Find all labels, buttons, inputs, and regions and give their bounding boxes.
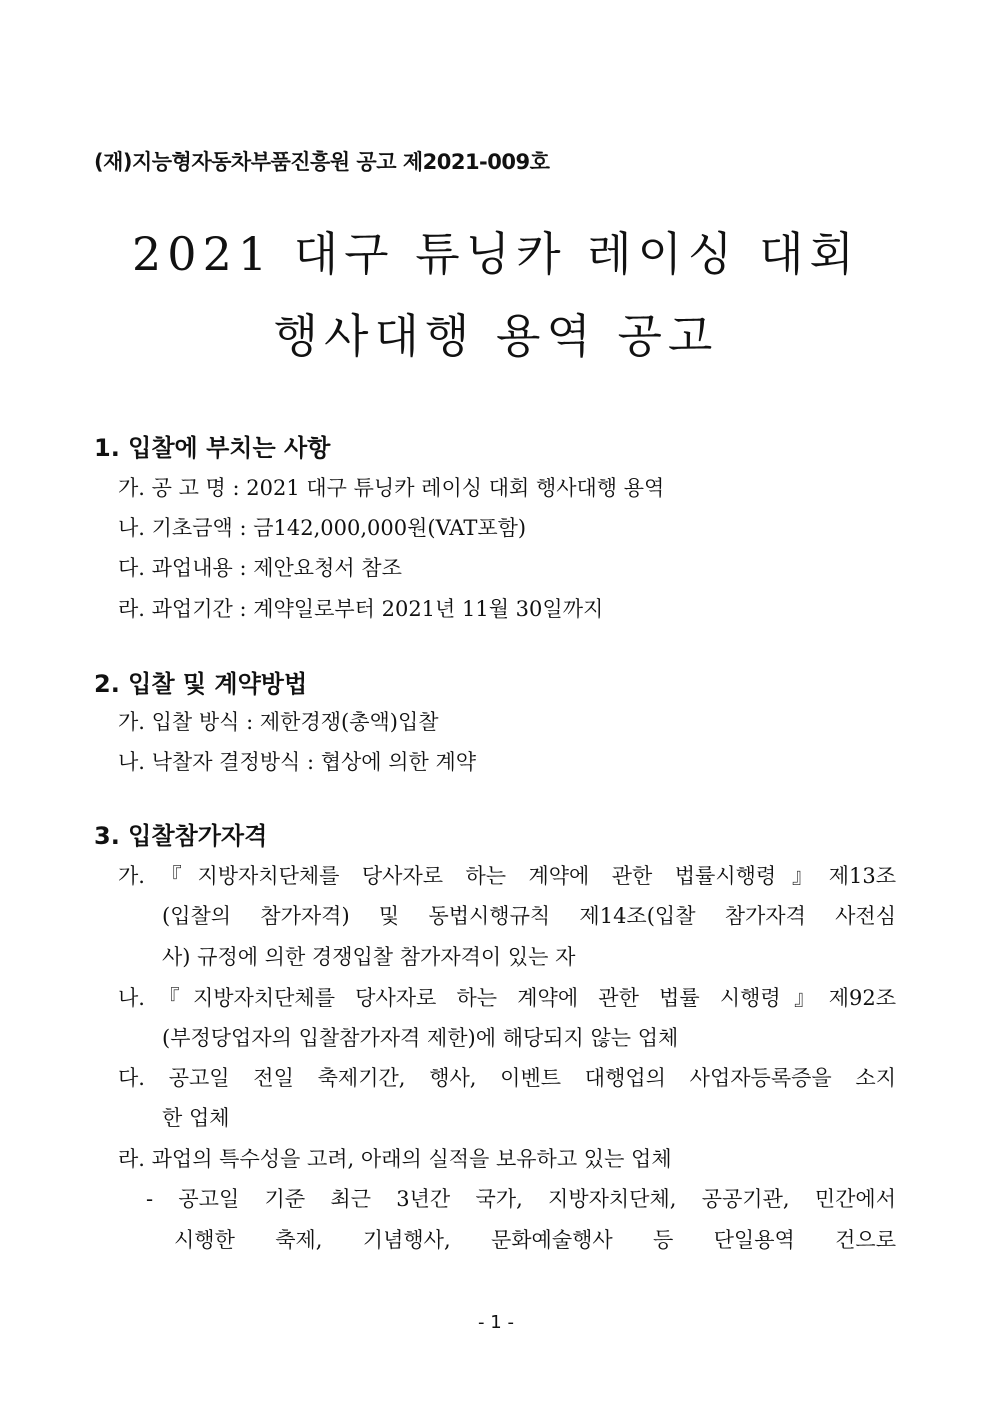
section-1-item-na: 나. 기초금액 : 금142,000,000원(VAT포함) — [118, 516, 527, 540]
section-3-sub-item-line1: - 공고일 기준 최근 3년간 국가, 지방자치단체, 공공기관, 민간에서 — [146, 1187, 896, 1211]
section-3-item-da-line2: 한 업체 — [162, 1106, 230, 1130]
page-number: - 1 - — [478, 1312, 514, 1333]
section-3-item-ga-line1: 가.『지방자치단체를 당사자로 하는 계약에 관한 법률시행령』제13조 — [118, 864, 896, 888]
section-1-item-ra: 라. 과업기간 : 계약일로부터 2021년 11월 30일까지 — [118, 597, 604, 621]
section-1-item-da: 다. 과업내용 : 제안요청서 참조 — [118, 556, 402, 580]
section-3-item-ra-line1: 라. 과업의 특수성을 고려, 아래의 실적을 보유하고 있는 업체 — [118, 1147, 672, 1171]
document-title-line1: 2021 대구 튜닝카 레이싱 대회 — [132, 227, 860, 281]
section-3-item-da-line1: 다. 공고일 전일 축제기간, 행사, 이벤트 대행업의 사업자등록증을 소지 — [118, 1066, 896, 1090]
section-3-item-ga-line2: (입찰의 참가자격) 및 동법시행규칙 제14조(입찰 참가자격 사전심 — [162, 904, 896, 928]
section-2-heading: 2. 입찰 및 계약방법 — [94, 670, 308, 698]
document-title-line2: 행사대행 용역 공고 — [273, 309, 719, 363]
section-3-item-na-line1: 나.『지방자치단체를 당사자로 하는 계약에 관한 법률 시행령』제92조 — [118, 986, 896, 1010]
notice-number: (재)지능형자동차부품진흥원 공고 제2021-009호 — [94, 150, 550, 174]
section-3-item-ga-line3: 사) 규정에 의한 경쟁입찰 참가자격이 있는 자 — [162, 945, 576, 969]
section-2-item-na: 나. 낙찰자 결정방식 : 협상에 의한 계약 — [118, 750, 477, 774]
section-1-item-ga: 가. 공 고 명 : 2021 대구 튜닝카 레이싱 대회 행사대행 용역 — [118, 476, 665, 500]
section-3-sub-item-line2: 시행한 축제, 기념행사, 문화예술행사 등 단일용역 건으로 — [174, 1228, 896, 1252]
section-3-item-na-line2: (부정당업자의 입찰참가자격 제한)에 해당되지 않는 업체 — [162, 1026, 679, 1050]
section-1-heading: 1. 입찰에 부치는 사항 — [94, 434, 331, 462]
section-3-heading: 3. 입찰참가자격 — [94, 822, 268, 850]
section-2-item-ga: 가. 입찰 방식 : 제한경쟁(총액)입찰 — [118, 710, 439, 734]
